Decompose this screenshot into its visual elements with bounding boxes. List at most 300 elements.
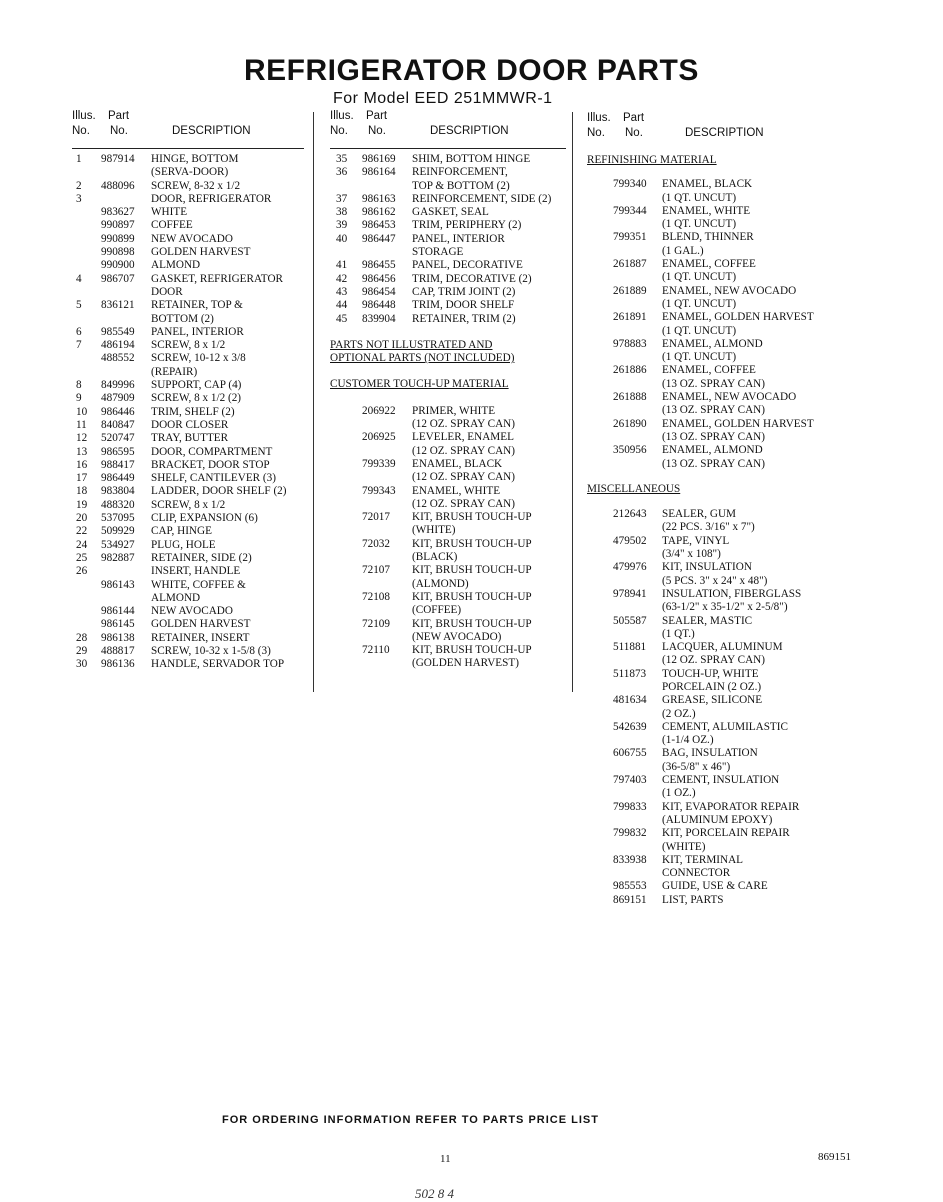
part-description: (1 QT. UNCUT): [662, 191, 737, 204]
part-number: 986162: [362, 206, 396, 219]
column-header: [587, 112, 832, 150]
part-number: 537095: [101, 512, 135, 525]
part-number: 986169: [362, 153, 396, 165]
parts-row: [587, 548, 832, 561]
part-description: KIT, BRUSH TOUCH-UP: [412, 537, 532, 550]
part-number: 986163: [362, 192, 396, 205]
part-description: WHITE: [151, 206, 188, 219]
part-description: RETAINER, SIDE (2): [151, 551, 252, 564]
parts-row: [587, 628, 832, 641]
part-number: 72107: [362, 564, 390, 577]
part-number: 799344: [613, 204, 647, 217]
column-header: [330, 110, 566, 148]
part-number: 511873: [613, 667, 647, 680]
part-description: TRIM, DOOR SHELF: [412, 299, 515, 312]
page-number: 11: [440, 1153, 451, 1165]
part-description: KIT, BRUSH TOUCH-UP: [412, 644, 532, 657]
part-number: 520747: [101, 432, 135, 445]
part-description: RETAINER, TRIM (2): [412, 312, 516, 325]
parts-row: [72, 180, 304, 193]
part-number: 72017: [362, 511, 390, 524]
parts-row: [587, 444, 832, 457]
part-description: DOOR: [151, 285, 183, 298]
part-description: (1 QT. UNCUT): [662, 218, 737, 231]
part-number: 990899: [101, 232, 135, 245]
part-number: 833938: [613, 853, 647, 866]
parts-row: [587, 761, 832, 774]
page-title: REFRIGERATOR DOOR PARTS: [244, 54, 699, 87]
description-header: DESCRIPTION: [172, 125, 251, 137]
part-description: (GOLDEN HARVEST): [412, 657, 519, 670]
part-number: 487909: [101, 392, 135, 405]
part-description: SCREW, 8 x 1/2 (2): [151, 392, 242, 405]
parts-row: [72, 485, 304, 498]
column-divider: [313, 112, 314, 692]
part-number: 978883: [613, 337, 647, 350]
parts-row: [72, 313, 304, 326]
illus-number: 42: [336, 272, 348, 285]
part-number: 986138: [101, 631, 135, 644]
section-not-illustrated: PARTS NOT ILLUSTRATED AND: [330, 338, 493, 351]
part-description: ENAMEL, GOLDEN HARVEST: [662, 311, 814, 324]
part-number: 986454: [362, 285, 396, 298]
illus-number: 37: [336, 192, 348, 205]
part-description: GREASE, SILICONE: [662, 694, 763, 707]
illus-number: 2: [76, 179, 82, 192]
part-number: 261888: [613, 391, 647, 404]
part-number: 986446: [101, 405, 135, 418]
part-description: GASKET, SEAL: [412, 206, 489, 219]
parts-row: [587, 854, 832, 867]
parts-row: [72, 432, 304, 445]
parts-row: [330, 551, 566, 564]
part-number: 212643: [613, 508, 647, 521]
parts-row: [72, 645, 304, 658]
parts-row: [587, 601, 832, 614]
description-header: DESCRIPTION: [685, 127, 764, 139]
part-description: SCREW, 8 x 1/2: [151, 339, 226, 352]
parts-row: [72, 166, 304, 179]
illus-number: 8: [76, 379, 82, 392]
parts-row: [587, 231, 832, 244]
part-description: ENAMEL, WHITE: [412, 484, 501, 497]
illus-number: 29: [76, 644, 88, 657]
part-description: NEW AVOCADO: [151, 605, 233, 618]
part-description: TRIM, SHELF (2): [151, 405, 235, 418]
illus-header: Illus.: [330, 110, 354, 122]
parts-row: [72, 565, 304, 578]
part-description: STORAGE: [412, 246, 464, 259]
part-number: 983627: [101, 206, 135, 219]
part-number: 839904: [362, 312, 396, 325]
parts-row: [330, 564, 566, 577]
illus-number: 7: [76, 339, 82, 352]
parts-row: [587, 668, 832, 681]
part-description: RETAINER, TOP &: [151, 299, 243, 312]
parts-row: [587, 787, 832, 800]
part-description: CAP, HINGE: [151, 525, 212, 538]
illus-number: 1: [76, 153, 82, 165]
parts-row: [72, 153, 304, 166]
illus-number: 25: [76, 551, 88, 564]
parts-row: [330, 471, 566, 484]
part-description: ENAMEL, WHITE: [662, 204, 751, 217]
section-touchup: CUSTOMER TOUCH-UP MATERIAL: [330, 378, 509, 391]
part-number: 869151: [613, 893, 647, 906]
part-description: NEW AVOCADO: [151, 232, 233, 245]
parts-row: [72, 259, 304, 272]
illus-number: 11: [76, 418, 87, 431]
part-number: 72110: [362, 644, 390, 657]
parts-row: [330, 299, 566, 312]
part-no-header: No.: [110, 125, 128, 137]
parts-row: [587, 801, 832, 814]
parts-row: [72, 392, 304, 405]
parts-row: [330, 259, 566, 272]
part-no-header: No.: [368, 125, 386, 137]
parts-row: [330, 604, 566, 617]
parts-row: [72, 193, 304, 206]
part-no-header: No.: [625, 127, 643, 139]
parts-row: [72, 525, 304, 538]
part-description: TRIM, DECORATIVE (2): [412, 272, 532, 285]
part-number: 986448: [362, 299, 396, 312]
parts-row: [587, 298, 832, 311]
part-number: 799351: [613, 231, 647, 244]
part-number: 836121: [101, 299, 135, 312]
parts-row: [330, 193, 566, 206]
part-description: REINFORCEMENT, SIDE (2): [412, 192, 552, 205]
parts-list: [72, 153, 304, 672]
part-description: RETAINER, INSERT: [151, 631, 250, 644]
part-description: TAPE, VINYL: [662, 534, 730, 547]
part-description: (22 PCS. 3/16" x 7"): [662, 521, 755, 534]
part-description: CONNECTOR: [662, 867, 731, 880]
part-description: SEALER, MASTIC: [662, 614, 753, 627]
part-number: 986453: [362, 219, 396, 232]
page-subtitle: For Model EED 251MMWR-1: [333, 90, 553, 107]
part-description: (REPAIR): [151, 365, 198, 378]
part-description: (36-5/8" x 46"): [662, 760, 731, 773]
parts-row: [72, 219, 304, 232]
parts-column-1: [72, 110, 304, 672]
illus-number: 36: [336, 166, 348, 179]
miscellaneous-list: [587, 508, 832, 907]
parts-row: [330, 657, 566, 670]
parts-row: [587, 338, 832, 351]
part-number: 840847: [101, 418, 135, 431]
parts-column-3: [587, 112, 832, 907]
part-description: BOTTOM (2): [151, 312, 214, 325]
parts-row: [72, 366, 304, 379]
part-number: 261886: [613, 364, 647, 377]
illus-number: 13: [76, 445, 88, 458]
part-description: KIT, BRUSH TOUCH-UP: [412, 511, 532, 524]
parts-row: [330, 524, 566, 537]
part-description: ENAMEL, BLACK: [412, 457, 503, 470]
parts-row: [587, 258, 832, 271]
column-header: [72, 110, 304, 148]
part-number: 72032: [362, 537, 390, 550]
part-description: ENAMEL, NEW AVOCADO: [662, 284, 797, 297]
part-description: PANEL, INTERIOR: [412, 232, 505, 245]
parts-row: [587, 575, 832, 588]
parts-row: [72, 605, 304, 618]
no-header: No.: [72, 125, 90, 137]
part-description: (12 OZ. SPRAY CAN): [412, 471, 515, 484]
illus-number: 30: [76, 658, 88, 671]
part-number: 990900: [101, 259, 135, 272]
part-description: KIT, TERMINAL: [662, 853, 743, 866]
parts-row: [330, 286, 566, 299]
part-description: (1 QT. UNCUT): [662, 351, 737, 364]
parts-row: [330, 458, 566, 471]
illus-number: 4: [76, 272, 82, 285]
part-description: SCREW, 8-32 x 1/2: [151, 179, 241, 192]
part-description: (13 OZ. SPRAY CAN): [662, 377, 765, 390]
parts-row: [587, 271, 832, 284]
section-miscellaneous: MISCELLANEOUS: [587, 482, 681, 495]
part-description: KIT, INSULATION: [662, 561, 752, 574]
parts-list: [330, 153, 566, 326]
illus-number: 26: [76, 565, 88, 578]
part-number: 983804: [101, 485, 135, 498]
part-description: SHELF, CANTILEVER (3): [151, 472, 276, 485]
part-description: (12 OZ. SPRAY CAN): [412, 444, 515, 457]
parts-row: [587, 418, 832, 431]
illus-number: 40: [336, 232, 348, 245]
illus-number: 39: [336, 219, 348, 232]
illus-number: 9: [76, 392, 82, 405]
part-description: GASKET, REFRIGERATOR: [151, 272, 283, 285]
part-description: PORCELAIN (2 OZ.): [662, 680, 762, 693]
touchup-list: [330, 405, 566, 671]
parts-row: [587, 535, 832, 548]
illus-number: 3: [76, 192, 82, 205]
part-number: 261887: [613, 258, 647, 271]
parts-row: [330, 578, 566, 591]
illus-number: 28: [76, 631, 88, 644]
parts-row: [330, 591, 566, 604]
part-description: ENAMEL, NEW AVOCADO: [662, 391, 797, 404]
part-description: (12 OZ. SPRAY CAN): [662, 654, 765, 667]
parts-row: [587, 654, 832, 667]
part-description: SEALER, GUM: [662, 508, 736, 521]
part-description: (3/4" x 108"): [662, 548, 721, 561]
part-description: (13 OZ. SPRAY CAN): [662, 430, 765, 443]
part-description: (12 OZ. SPRAY CAN): [412, 497, 515, 510]
parts-row: [587, 364, 832, 377]
part-number: 986595: [101, 445, 135, 458]
parts-row: [330, 273, 566, 286]
part-number: 261890: [613, 417, 647, 430]
parts-row: [330, 405, 566, 418]
parts-row: [72, 446, 304, 459]
illus-header: Illus.: [587, 112, 611, 124]
part-number: 488320: [101, 498, 135, 511]
part-number: 509929: [101, 525, 135, 538]
part-number: 479976: [613, 561, 647, 574]
part-description: (1 QT. UNCUT): [662, 271, 737, 284]
parts-row: [330, 219, 566, 232]
parts-row: [587, 641, 832, 654]
part-number: 988417: [101, 458, 135, 471]
parts-row: [587, 841, 832, 854]
illus-number: 10: [76, 405, 88, 418]
parts-row: [587, 205, 832, 218]
illus-number: 19: [76, 498, 88, 511]
part-number: 488552: [101, 352, 135, 365]
parts-row: [72, 286, 304, 299]
part-description: (63-1/2" x 35-1/2" x 2-5/8"): [662, 601, 788, 614]
parts-row: [587, 708, 832, 721]
part-number: 72109: [362, 617, 390, 630]
part-description: CEMENT, ALUMILASTIC: [662, 720, 788, 733]
illus-number: 12: [76, 432, 88, 445]
description-header: DESCRIPTION: [430, 125, 509, 137]
parts-row: [587, 894, 832, 907]
part-description: (13 OZ. SPRAY CAN): [662, 404, 765, 417]
part-number: 986144: [101, 605, 135, 618]
part-description: INSULATION, FIBERGLASS: [662, 587, 802, 600]
part-description: ENAMEL, ALMOND: [662, 337, 763, 350]
part-number: 986145: [101, 618, 135, 631]
parts-row: [330, 511, 566, 524]
part-number: 72108: [362, 590, 390, 603]
illus-number: 16: [76, 458, 88, 471]
no-header: No.: [587, 127, 605, 139]
part-description: (2 OZ.): [662, 707, 696, 720]
column-divider: [572, 112, 573, 692]
part-description: (1 QT. UNCUT): [662, 297, 737, 310]
part-number: 488817: [101, 644, 135, 657]
illus-number: 35: [336, 153, 348, 165]
parts-row: [330, 246, 566, 259]
part-description: (SERVA-DOOR): [151, 166, 229, 179]
part-description: SCREW, 8 x 1/2: [151, 498, 226, 511]
parts-row: [72, 632, 304, 645]
parts-row: [587, 245, 832, 258]
part-header: Part: [623, 112, 645, 124]
parts-row: [72, 299, 304, 312]
part-number: 799832: [613, 827, 647, 840]
parts-row: [587, 615, 832, 628]
part-description: SHIM, BOTTOM HINGE: [412, 153, 531, 165]
part-number: 849996: [101, 379, 135, 392]
parts-row: [330, 538, 566, 551]
parts-row: [587, 561, 832, 574]
part-number: 986143: [101, 578, 135, 591]
parts-row: [330, 445, 566, 458]
parts-row: [72, 273, 304, 286]
part-number: 985549: [101, 325, 135, 338]
parts-row: [72, 618, 304, 631]
illus-number: 41: [336, 259, 348, 272]
illus-number: 24: [76, 538, 88, 551]
parts-row: [72, 552, 304, 565]
part-description: DOOR CLOSER: [151, 418, 229, 431]
illus-number: 44: [336, 299, 348, 312]
parts-row: [330, 498, 566, 511]
part-description: LIST, PARTS: [662, 893, 724, 906]
part-number: 987914: [101, 153, 135, 165]
part-number: 206925: [362, 431, 396, 444]
illus-number: 43: [336, 285, 348, 298]
part-number: 990898: [101, 246, 135, 259]
part-description: LADDER, DOOR SHELF (2): [151, 485, 287, 498]
part-description: (ALMOND): [412, 577, 469, 590]
part-description: (12 OZ. SPRAY CAN): [412, 418, 515, 431]
parts-row: [587, 694, 832, 707]
part-number: 479502: [613, 534, 647, 547]
part-number: 799339: [362, 457, 396, 470]
part-description: ENAMEL, BLACK: [662, 178, 753, 191]
part-number: 488096: [101, 179, 135, 192]
parts-row: [72, 512, 304, 525]
parts-row: [587, 588, 832, 601]
parts-row: [330, 418, 566, 431]
parts-row: [587, 178, 832, 191]
parts-row: [72, 539, 304, 552]
part-description: ENAMEL, ALMOND: [662, 444, 763, 457]
part-header: Part: [108, 110, 130, 122]
part-description: TRIM, PERIPHERY (2): [412, 219, 522, 232]
part-description: TRAY, BUTTER: [151, 432, 229, 445]
part-description: (BLACK): [412, 551, 458, 564]
illus-number: 18: [76, 485, 88, 498]
part-header: Part: [366, 110, 388, 122]
part-description: KIT, BRUSH TOUCH-UP: [412, 590, 532, 603]
part-description: DOOR, COMPARTMENT: [151, 445, 273, 458]
illus-number: 6: [76, 325, 82, 338]
no-header: No.: [330, 125, 348, 137]
part-description: (1 OZ.): [662, 787, 696, 800]
parts-row: [72, 419, 304, 432]
parts-row: [587, 431, 832, 444]
part-description: GOLDEN HARVEST: [151, 246, 251, 259]
illus-number: 20: [76, 512, 88, 525]
part-description: (1-1/4 OZ.): [662, 734, 714, 747]
part-description: PRIMER, WHITE: [412, 404, 496, 417]
parts-row: [330, 153, 566, 166]
part-description: CLIP, EXPANSION (6): [151, 512, 258, 525]
part-description: (NEW AVOCADO): [412, 630, 502, 643]
part-description: BRACKET, DOOR STOP: [151, 458, 270, 471]
parts-row: [587, 351, 832, 364]
parts-row: [587, 325, 832, 338]
parts-row: [330, 206, 566, 219]
illus-number: 17: [76, 472, 88, 485]
part-number: 990897: [101, 219, 135, 232]
part-description: INSERT, HANDLE: [151, 565, 241, 578]
part-description: KIT, EVAPORATOR REPAIR: [662, 800, 800, 813]
part-description: (13 OZ. SPRAY CAN): [662, 457, 765, 470]
part-number: 505587: [613, 614, 647, 627]
part-number: 486194: [101, 339, 135, 352]
parts-row: [330, 485, 566, 498]
part-description: ENAMEL, COFFEE: [662, 258, 756, 271]
part-number: 986164: [362, 166, 396, 179]
parts-row: [72, 352, 304, 365]
part-description: CAP, TRIM JOINT (2): [412, 285, 516, 298]
parts-row: [330, 644, 566, 657]
part-description: (1 QT. UNCUT): [662, 324, 737, 337]
parts-row: [587, 458, 832, 471]
part-description: ALMOND: [151, 259, 201, 272]
parts-row: [587, 880, 832, 893]
parts-row: [587, 721, 832, 734]
part-number: 261891: [613, 311, 647, 324]
